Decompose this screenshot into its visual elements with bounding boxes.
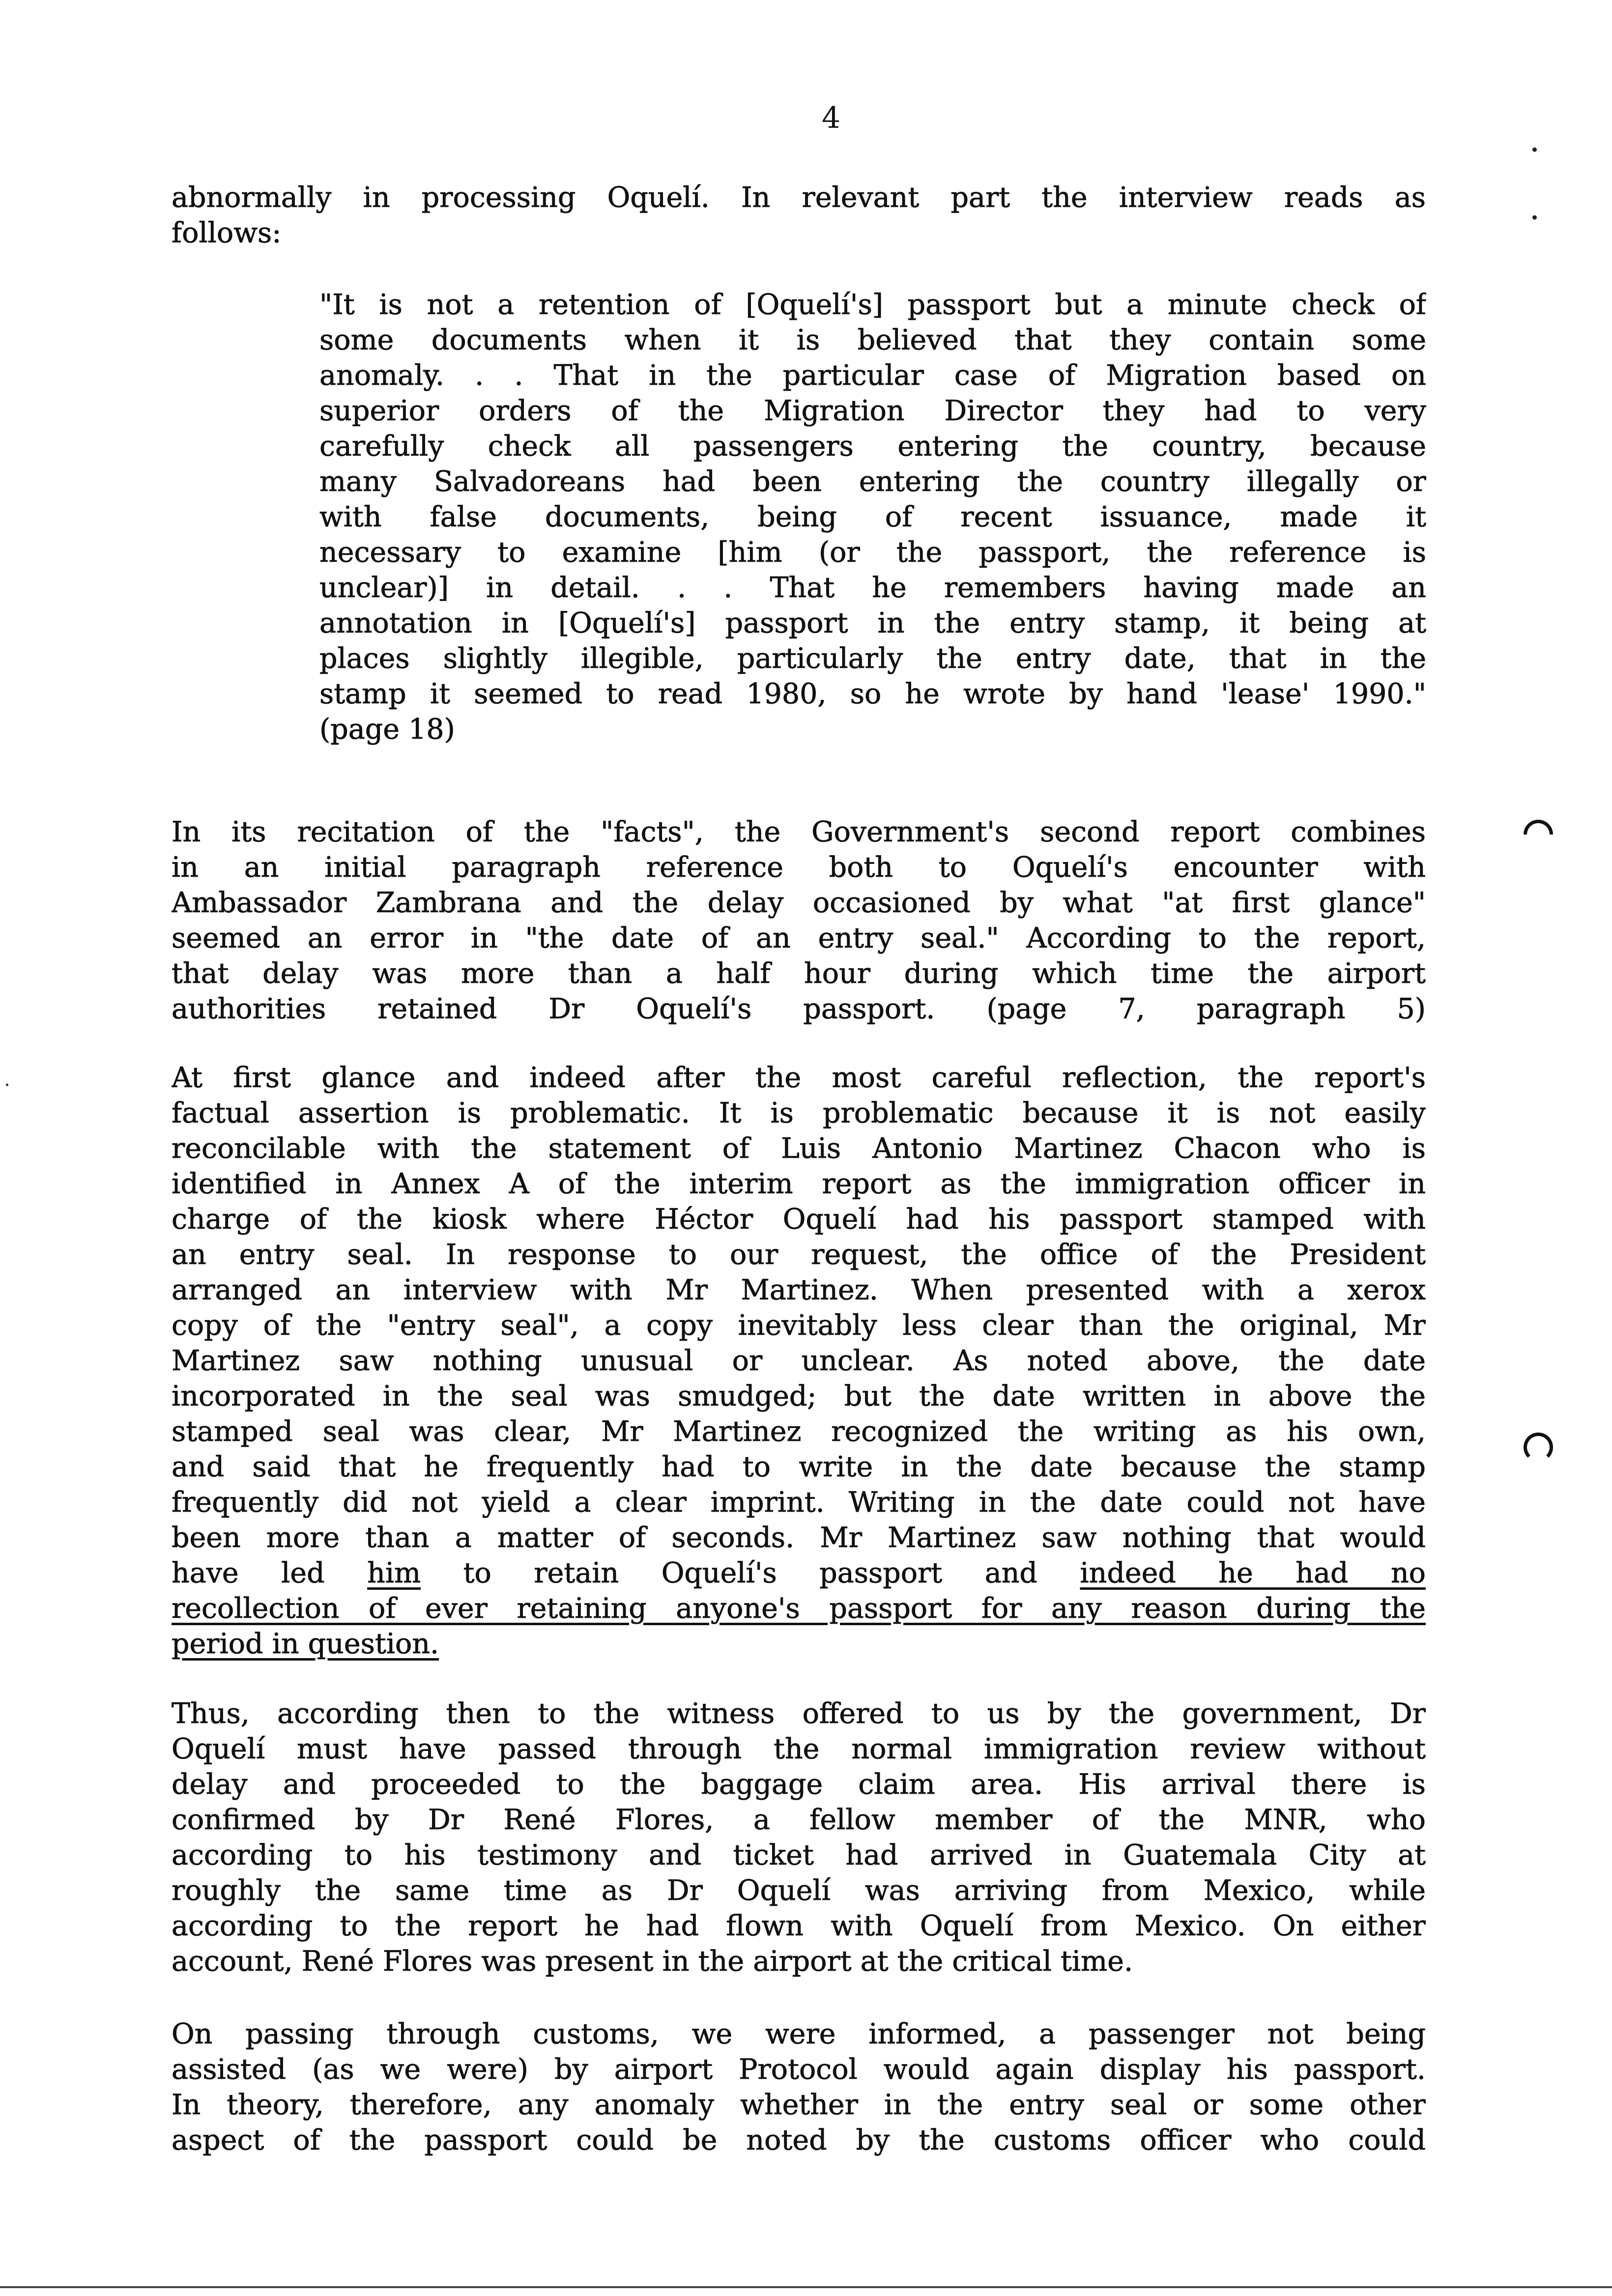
text-line: reconcilable with the statement of Luis Antonio Martinez Chacon who is — [172, 1132, 1426, 1165]
text-line — [172, 1555, 1426, 1591]
underlined-text: period in question. — [172, 1628, 439, 1660]
paragraph-intro — [172, 180, 1426, 251]
scan-speck — [1532, 215, 1537, 220]
text-line: Oquelí must have passed through the normal immigration review without — [172, 1733, 1426, 1765]
text-line: places slightly illegible, particularly the entry date, that in the — [319, 642, 1426, 675]
text-line: an entry seal. In response to our request, the office of the President — [172, 1238, 1426, 1271]
text-line: authorities retained Dr Oquelí's passport. (page 7, paragraph 5) — [172, 993, 1426, 1025]
text-line: factual assertion is problematic. It is problematic because it is not easily — [172, 1097, 1426, 1129]
underlined-text: him — [367, 1557, 421, 1589]
text-line: necessary to examine [him (or the passport, the reference is — [319, 536, 1426, 569]
hole-punch-mark — [1518, 814, 1559, 856]
text-line: that delay was more than a half hour during which time the airport — [172, 957, 1426, 990]
paragraph-thus — [172, 1696, 1426, 1979]
text-line — [172, 1591, 1426, 1626]
text-line: with false documents, being of recent issuance, made it — [319, 501, 1426, 533]
hole-punch-mark — [1524, 1433, 1553, 1462]
text-line: Ambassador Zambrana and the delay occasioned by what "at first glance" — [172, 887, 1426, 919]
scan-speck — [1532, 147, 1537, 152]
text-line — [172, 1626, 1426, 1662]
text-line: follows: — [172, 217, 282, 249]
text-line: frequently did not yield a clear imprint. Writing in the date could not have — [172, 1486, 1426, 1519]
text-line: according to his testimony and ticket had arrived in Guatemala City at — [172, 1839, 1426, 1871]
text-line: abnormally in processing Oquelí. In relevant part the interview reads as — [172, 181, 1426, 214]
text-line: charge of the kiosk where Héctor Oquelí had his passport stamped with — [172, 1203, 1426, 1235]
text-line: according to the report he had flown with Oquelí from Mexico. On either — [172, 1910, 1426, 1942]
text-line: In theory, therefore, any anomaly whether in the entry seal or some other — [172, 2089, 1426, 2121]
text-line: identified in Annex A of the interim report as the immigration officer in — [172, 1168, 1426, 1200]
text-line: arranged an interview with Mr Martinez. When presented with a xerox — [172, 1274, 1426, 1306]
scan-speck — [6, 1084, 8, 1086]
text-line: In its recitation of the "facts", the Government's second report combines — [172, 816, 1426, 848]
text-line: stamped seal was clear, Mr Martinez recognized the writing as his own, — [172, 1415, 1426, 1448]
bottom-edge-rule — [0, 2286, 1612, 2288]
text-line: confirmed by Dr René Flores, a fellow member of the MNR, who — [172, 1804, 1426, 1836]
text-line: superior orders of the Migration Director they had to very — [319, 395, 1426, 427]
text-line: Martinez saw nothing unusual or unclear. As noted above, the date — [172, 1345, 1426, 1377]
text-line: roughly the same time as Dr Oquelí was arriving from Mexico, while — [172, 1874, 1426, 1907]
text-line: carefully check all passengers entering the country, because — [319, 430, 1426, 462]
text-line: Thus, according then to the witness offered to us by the government, Dr — [172, 1697, 1426, 1730]
text-line: anomaly. . . That in the particular case of Migration based on — [319, 359, 1426, 392]
text-segment: have led — [172, 1557, 368, 1589]
text-line: copy of the "entry seal", a copy inevitably less clear than the original, Mr — [172, 1309, 1426, 1342]
text-line: incorporated in the seal was smudged; but the date written in above the — [172, 1380, 1426, 1412]
text-line: seemed an error in "the date of an entry seal." According to the report, — [172, 922, 1426, 954]
block-quote — [319, 287, 1426, 747]
text-line: stamp it seemed to read 1980, so he wrote by hand 'lease' 1990." — [319, 678, 1426, 710]
text-line: On passing through customs, we were informed, a passenger not being — [172, 2018, 1426, 2050]
text-segment: to retain Oquelí's passport and — [421, 1557, 1080, 1589]
paragraph-first-glance — [172, 1060, 1426, 1662]
text-line: aspect of the passport could be noted by the customs officer who could — [172, 2124, 1426, 2156]
text-line: in an initial paragraph reference both to Oquelí's encounter with — [172, 851, 1426, 884]
text-line: delay and proceeded to the baggage claim area. His arrival there is — [172, 1768, 1426, 1801]
page-number: 4 — [822, 101, 841, 135]
text-line: some documents when it is believed that they contain some — [319, 324, 1426, 356]
paragraph-customs — [172, 2016, 1426, 2158]
text-line: "It is not a retention of [Oquelí's] passport but a minute check of — [319, 288, 1426, 321]
text-line: At first glance and indeed after the most careful reflection, the report's — [172, 1062, 1426, 1094]
text-line: been more than a matter of seconds. Mr Martinez saw nothing that would — [172, 1521, 1426, 1554]
text-line: assisted (as we were) by airport Protocol would again display his passport. — [172, 2053, 1426, 2086]
underlined-text: indeed he had no — [1080, 1557, 1426, 1589]
underlined-text: recollection of ever retaining anyone's passport for any reason during the — [172, 1592, 1426, 1625]
paragraph-recitation — [172, 814, 1426, 1027]
text-line: and said that he frequently had to write in the date because the stamp — [172, 1451, 1426, 1483]
text-line: (page 18) — [319, 713, 455, 746]
text-line: many Salvadoreans had been entering the country illegally or — [319, 465, 1426, 498]
text-line: account, René Flores was present in the airport at the critical time. — [172, 1945, 1133, 1978]
text-line: unclear)] in detail. . . That he remembers having made an — [319, 572, 1426, 604]
text-line: annotation in [Oquelí's] passport in the entry stamp, it being at — [319, 607, 1426, 639]
